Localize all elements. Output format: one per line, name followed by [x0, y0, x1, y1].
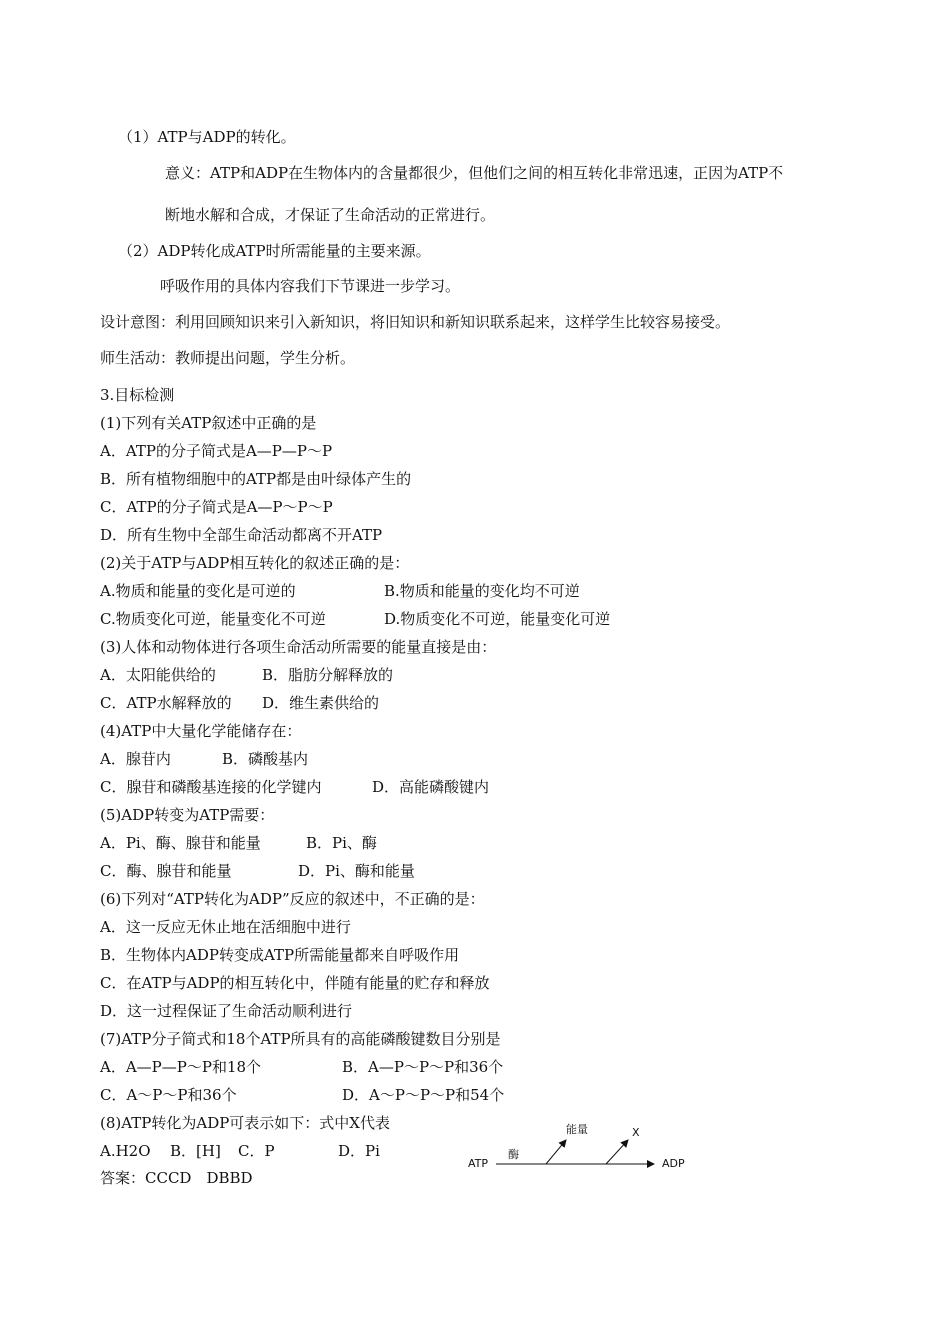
q3-option-d: D．维生素供给的: [262, 694, 380, 712]
diagram-x-label: X: [632, 1126, 640, 1139]
q4-option-d: D．高能磷酸键内: [372, 778, 490, 796]
diagram-atp-label: ATP: [468, 1157, 489, 1170]
answer-key: 答案：CCCD DBBD: [100, 1169, 253, 1187]
atp-adp-reaction-diagram: [462, 1118, 702, 1178]
quiz-title: 3.目标检测: [100, 386, 175, 404]
teacher-student-activity: 师生活动：教师提出问题，学生分析。: [100, 349, 356, 367]
meaning-line-2: 断地水解和合成，才保证了生命活动的正常进行。: [165, 206, 496, 224]
q8-option-b: B．[H]: [170, 1142, 221, 1160]
q6-stem: (6)下列对“ATP转化为ADP”反应的叙述中，不正确的是：: [100, 890, 485, 908]
q3-stem: (3)人体和动物体进行各项生命活动所需要的能量直接是由：: [100, 638, 497, 656]
q4-option-c: C．腺苷和磷酸基连接的化学键内: [100, 778, 322, 796]
q6-option-b: B．生物体内ADP转变成ATP所需能量都来自呼吸作用: [100, 946, 460, 964]
q7-option-b: B．A—P～P～P和36个: [342, 1058, 504, 1076]
q1-option-d: D．所有生物中全部生命活动都离不开ATP: [100, 526, 383, 544]
q3-option-b: B．脂肪分解释放的: [262, 666, 394, 684]
q5-stem: (5)ADP转变为ATP需要：: [100, 806, 275, 824]
q1-option-a: A．ATP的分子简式是A—P—P～P: [100, 442, 333, 460]
design-intent: 设计意图：利用回顾知识来引入新知识，将旧知识和新知识联系起来，这样学生比较容易接受。: [100, 313, 731, 331]
q2-option-c: C.物质变化可逆，能量变化不可逆: [100, 610, 326, 628]
q7-stem: (7)ATP分子简式和18个ATP所具有的高能磷酸键数目分别是: [100, 1030, 501, 1048]
q2-option-a: A.物质和能量的变化是可逆的: [100, 582, 296, 600]
q8-stem: (8)ATP转化为ADP可表示如下：式中X代表: [100, 1114, 390, 1132]
q1-option-b: B．所有植物细胞中的ATP都是由叶绿体产生的: [100, 470, 412, 488]
q1-option-c: C．ATP的分子简式是A—P～P～P: [100, 498, 333, 516]
q4-stem: (4)ATP中大量化学能储存在：: [100, 722, 302, 740]
q2-option-d: D.物质变化不可逆，能量变化可逆: [384, 610, 611, 628]
diagram-enzyme-label: 酶: [508, 1148, 519, 1161]
q1-stem: (1)下列有关ATP叙述中正确的是: [100, 414, 317, 432]
q2-stem: (2)关于ATP与ADP相互转化的叙述正确的是：: [100, 554, 410, 572]
q5-option-c: C．酶、腺苷和能量: [100, 862, 232, 880]
q8-option-c: C．P: [238, 1142, 275, 1160]
energy-arrow: [546, 1140, 566, 1164]
q7-option-c: C．A～P～P和36个: [100, 1086, 237, 1104]
diagram-energy-label: 能量: [566, 1123, 588, 1136]
q6-option-d: D．这一过程保证了生命活动顺利进行: [100, 1002, 353, 1020]
q5-option-d: D．Pi、酶和能量: [298, 862, 415, 880]
q8-option-a: A.H2O: [100, 1142, 151, 1160]
x-arrow: [606, 1140, 628, 1164]
q7-option-a: A．A—P—P～P和18个: [100, 1058, 262, 1076]
q4-option-b: B．磷酸基内: [222, 750, 309, 768]
meaning-line-1: 意义：ATP和ADP在生物体内的含量都很少，但他们之间的相互转化非常迅速，正因为ATP不: [165, 164, 784, 182]
q8-option-d: D．Pi: [338, 1142, 380, 1160]
q4-option-a: A．腺苷内: [100, 750, 171, 768]
diagram-adp-label: ADP: [662, 1157, 685, 1170]
heading-energy-source: （2）ADP转化成ATP时所需能量的主要来源。: [118, 242, 431, 260]
q3-option-c: C．ATP水解释放的: [100, 694, 232, 712]
q6-option-c: C．在ATP与ADP的相互转化中，伴随有能量的贮存和释放: [100, 974, 490, 992]
q7-option-d: D．A～P～P～P和54个: [342, 1086, 505, 1104]
q5-option-b: B．Pi、酶: [306, 834, 377, 852]
q6-option-a: A．这一反应无休止地在活细胞中进行: [100, 918, 351, 936]
q5-option-a: A．Pi、酶、腺苷和能量: [100, 834, 261, 852]
respiration-note: 呼吸作用的具体内容我们下节课进一步学习。: [160, 277, 461, 295]
q3-option-a: A．太阳能供给的: [100, 666, 216, 684]
q2-option-b: B.物质和能量的变化均不可逆: [384, 582, 580, 600]
heading-atp-adp-conversion: （1）ATP与ADP的转化。: [118, 128, 296, 146]
